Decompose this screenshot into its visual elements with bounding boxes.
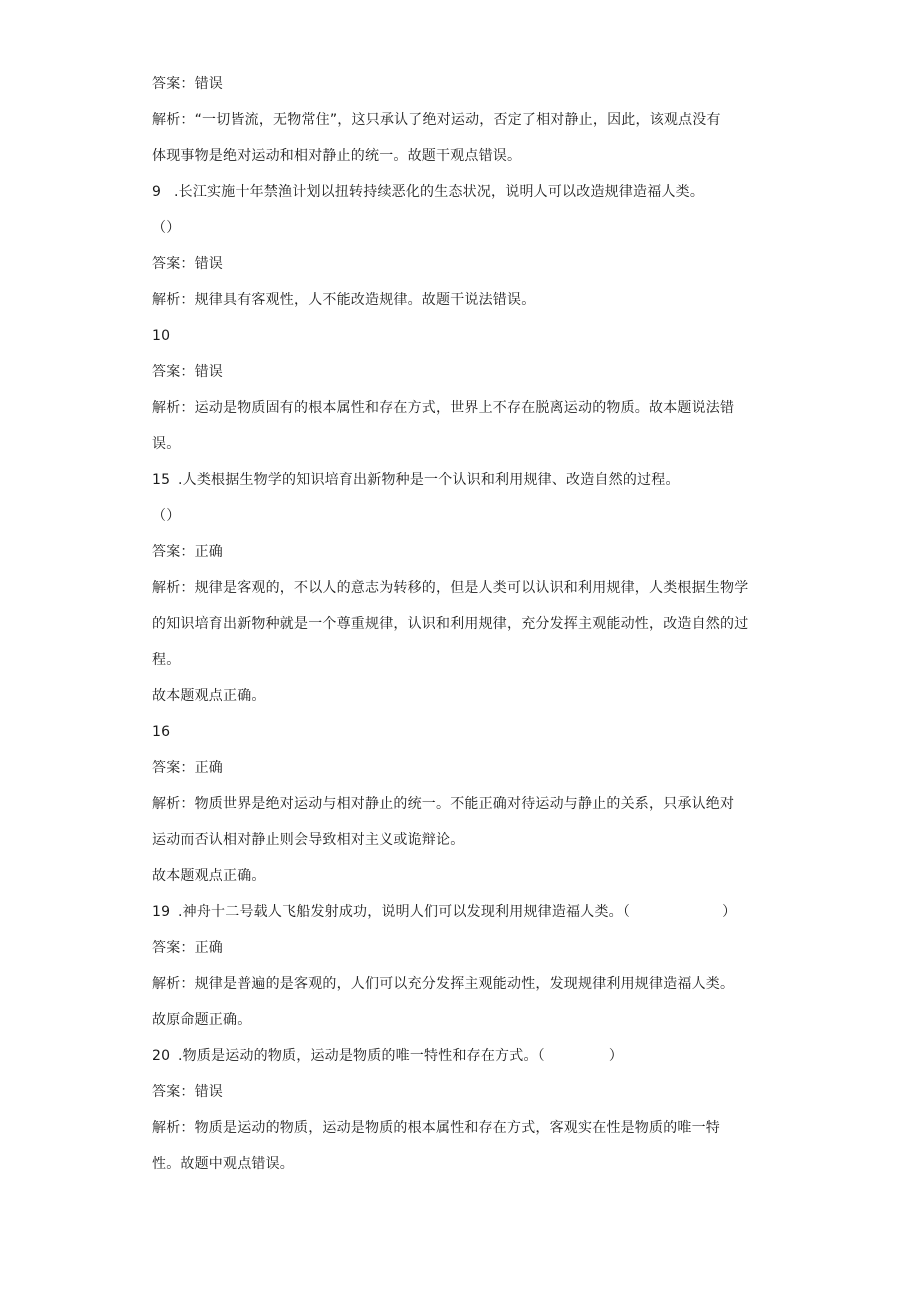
question-text: .人类根据生物学的知识培育出新物种是一个认识和利用规律、改造自然的过程。 <box>178 472 680 488</box>
closing-paren: ） <box>722 904 737 920</box>
explanation-line: 解析：运动是物质固有的根本属性和存在方式，世界上不存在脱离运动的物质。故本题说法错 <box>152 400 735 416</box>
question-number: 20 <box>152 1048 171 1064</box>
question-number: 15 <box>152 472 171 488</box>
question-19 <box>152 903 736 921</box>
answer-blank: （） <box>152 220 181 236</box>
question-number: 9 <box>152 184 162 200</box>
question-number: 10 <box>152 328 171 344</box>
conclusion-line: 故本题观点正确。 <box>152 688 266 704</box>
answer-line: 答案：错误 <box>152 256 223 272</box>
explanation-line: 解析：物质是运动的物质，运动是物质的根本属性和存在方式，客观实在性是物质的唯一特 <box>152 1120 720 1136</box>
question-text: .物质是运动的物质，运动是物质的唯一特性和存在方式。（ <box>178 1048 545 1064</box>
closing-paren: ） <box>608 1048 624 1064</box>
question-number: 19 <box>152 904 171 920</box>
question-text: .长江实施十年禁渔计划以扭转持续恶化的生态状况，说明人可以改造规律造福人类。 <box>174 184 705 200</box>
explanation-line: 解析：物质世界是绝对运动与相对静止的统一。不能正确对待运动与静止的关系，只承认绝对 <box>152 796 735 812</box>
question-20 <box>152 1047 623 1065</box>
answer-line: 答案：正确 <box>152 544 223 560</box>
explanation-line: 解析：规律是普遍的是客观的，人们可以充分发挥主观能动性，发现规律利用规律造福人类。 <box>152 976 735 992</box>
explanation-line: 运动而否认相对静止则会导致相对主义或诡辩论。 <box>152 832 465 848</box>
explanation-line: 的知识培育出新物种就是一个尊重规律，认识和利用规律，充分发挥主观能动性，改造自然的过 <box>152 616 749 632</box>
conclusion-line: 故原命题正确。 <box>152 1012 252 1028</box>
explanation-line: 程。 <box>152 652 181 668</box>
question-number: 16 <box>152 724 171 740</box>
question-9 <box>152 183 704 201</box>
explanation-line: 误。 <box>152 436 181 452</box>
explanation-line: 体现事物是绝对运动和相对静止的统一。故题干观点错误。 <box>152 148 522 164</box>
answer-line: 答案：正确 <box>152 760 223 776</box>
question-text: .神舟十二号载人飞船发射成功，说明人们可以发现利用规律造福人类。（ <box>178 904 631 920</box>
answer-line: 答案：正确 <box>152 940 223 956</box>
explanation-line: 解析：规律具有客观性，人不能改造规律。故题干说法错误。 <box>152 292 536 308</box>
explanation-line: 解析：规律是客观的，不以人的意志为转移的，但是人类可以认识和利用规律，人类根据生物学 <box>152 580 749 596</box>
answer-line: 答案：错误 <box>152 1084 223 1100</box>
answer-line: 答案：错误 <box>152 76 223 92</box>
question-15 <box>152 471 680 489</box>
explanation-line: 性。故题中观点错误。 <box>152 1156 294 1172</box>
conclusion-line: 故本题观点正确。 <box>152 868 266 884</box>
answer-blank: （） <box>152 508 181 524</box>
answer-line: 答案：错误 <box>152 364 223 380</box>
explanation-line: 解析：“一切皆流，无物常住”，这只承认了绝对运动，否定了相对静止，因此，该观点没有 <box>152 112 721 128</box>
